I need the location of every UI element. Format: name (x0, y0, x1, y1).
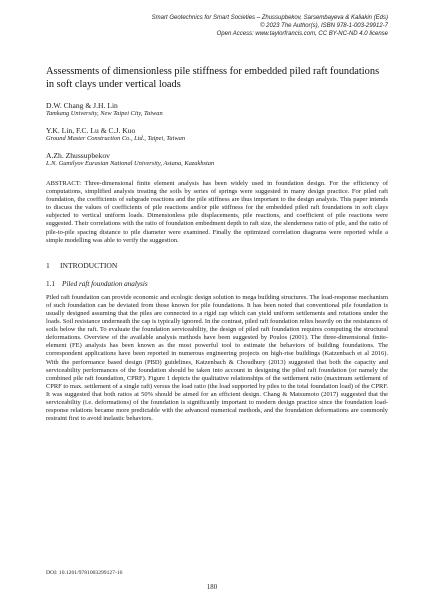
paper-title: Assessments of dimensionless pile stiffness for embedded piled raft foundations in soft clays under vertical loads (46, 66, 380, 90)
running-header (46, 14, 388, 38)
section-number: 1 (46, 260, 50, 270)
subsection-title: Piled raft foundation analysis (62, 279, 148, 288)
author-group-2 (46, 126, 388, 143)
header-line-3: Open Access: www.taylorfrancis.com, CC BY-NC-ND 4.0 license (216, 31, 388, 37)
author-affiliation: Tamkang University, New Taipei City, Taiwan (46, 110, 163, 117)
section-title: INTRODUCTION (60, 260, 118, 270)
author-affiliation: L.N. Gumilyov Eurasian National University, Astana, Kazakhstan (46, 160, 215, 167)
author-group-1 (46, 101, 388, 118)
body-paragraph: Piled raft foundation can provide economic and ecologic design solution to mega building structures. The load-response mechanism of such foundation can be deviated from those known for pile foundations. It has been noted that conventional pile foundation is usually designed assuming that the piles are connected to a rigid cap which can yield uniform settlements and rotations under the loads. Soil resistance underneath the cap is typically ignored. In the contrast, piled raft foundation relies heavily on the resistances of soils below the raft. To evaluate the foundation serviceability, the design of piled raft foundation requires computing the structural deformations. Overview of the available analysis methods have been suggested by Poulos (2001). The three-dimensional finite-element (FE) analysis has been known as the most powerful tool to estimate the behaviors of building foundations. The correspondent applications have been reported in numerous engineering projects on high-rise buildings (Katzenbach et al 2016). With the performance based design (PBD) guidelines, Katzenbach & Choudhury (2013) suggested that both the capacity and serviceability performances of the foundation should be taken into account in designing the piled raft foundation (or namely the combined pile raft foundation, CPRF). Figure 1 depicts the qualitative relationships of the settlement ratio (maximum settlement of CPRF to max. settlement of a single raft) versus the load ratio (the load supported by piles to the total foundation load) of the CPRF. It was suggested that both ratios at 50% should be aimed for an efficient design. Chang & Matsumoto (2017) suggested that the serviceability (i.e. deformations) of the foundation is significantly important to modern design practice since the foundation load-response relations became more predictable with the advanced numerical methods, and the foundation deformations are commonly restraint first to avoid inelastic behaviors. (46, 293, 388, 423)
author-names: A.Zh. Zhussupbekov (46, 151, 110, 160)
subsection-number: 1.1 (46, 279, 55, 288)
header-line-2: © 2023 The Author(s), ISBN 978-1-003-29912-7 (260, 23, 388, 29)
abstract: ABSTRACT: Three-dimensional finite element analysis has been widely used in foundation design. For the efficiency of computations, simplified analysis treating the soils by series of springs were suggested in many design practice. For piled raft foundation, the coefficients of subgrade reactions and the pile stiffness are thus important to the design analysis. This paper intends to discuss the values of coefficients of pile reactions and/or pile stiffness for the embedded piled raft foundations in soft clays subjected to vertical uniform loads. Dimensionless pile displacements, pile reactions, and coefficient of pile reactions were suggested. Their correlations with the ratio of foundation embedment depth to raft size, the slenderness ratio of pile, and the ratio of pile-to-pile spacing distance to pile diameter were examined. Finally the optimized correlation diagrams were reported while a simple modelling was able to verify the suggestion. (46, 180, 388, 244)
doi-footer: DOI: 10.1201/9781003299127-16 (46, 570, 123, 576)
author-affiliation: Ground Master Construction Co., Ltd., Taipei, Taiwan (46, 135, 186, 142)
header-line-1: Smart Geotechnics for Smart Societies – Zhussupbekov, Sarsembayeva & Kaliakin (Eds) (151, 15, 388, 21)
page-number: 180 (206, 584, 218, 591)
subsection-heading (46, 280, 388, 289)
author-names: Y.K. Lin, F.C. Lu & C.J. Kuo (46, 126, 136, 135)
author-names: D.W. Chang & J.H. Lin (46, 101, 118, 110)
author-group-3 (46, 151, 388, 168)
section-heading (46, 261, 388, 270)
